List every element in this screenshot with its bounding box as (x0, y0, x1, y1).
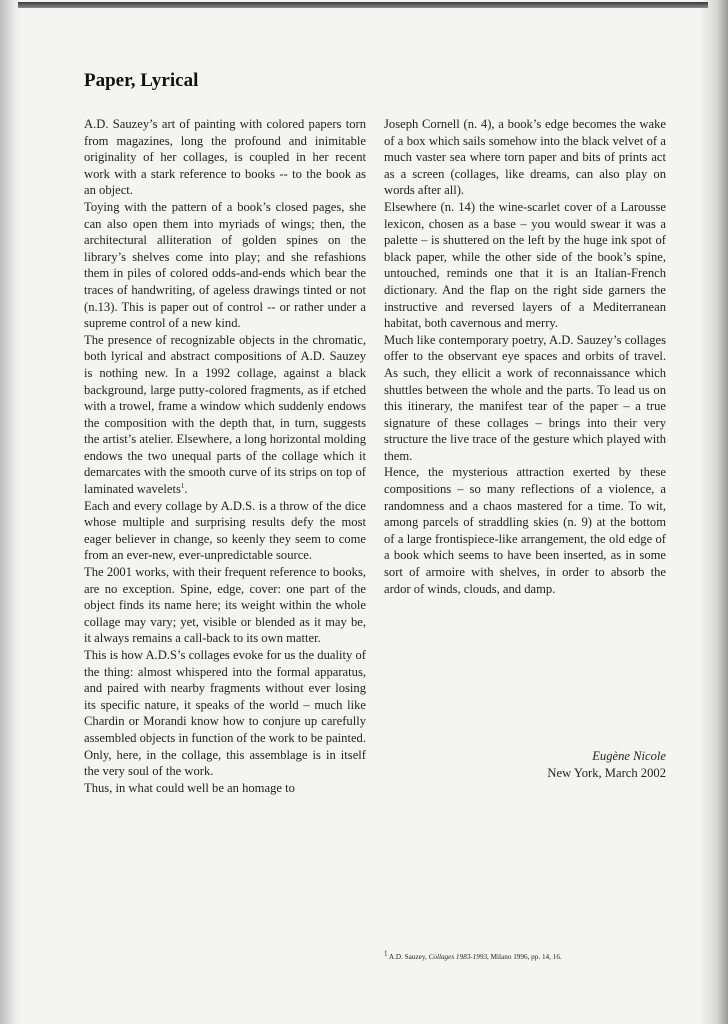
paragraph: Joseph Cornell (n. 4), a book’s edge becomes the wake of a box which sails somehow into the black velvet of a much vaster sea where torn paper and bits of prints act as a screen (collages, like dreams, can also play on words after all). (384, 117, 666, 198)
page-left-shadow (0, 0, 22, 1024)
footnote-publication: Milano 1996, pp. 14, 16. (490, 953, 562, 961)
page-title: Paper, Lyrical (84, 70, 199, 91)
right-text-column (384, 116, 666, 597)
paragraph: Toying with the pattern of a book’s closed pages, she can also open them into myriads of wings; then, the architectural alliteration of golden spines on the library’s shelves come into play; and she refashions them in piles of colored odds-and-ends which bear the traces of handwriting, of ageless drawings tinted or not (n.13). This is paper out of control -- or rather under a supreme control of a new kind. (84, 199, 366, 331)
paragraph: Hence, the mysterious attraction exerted by these compositions – so many reflections of a violence, a randomness and a chaos mastered for a time. To wit, among parcels of straddling skies (n. 9) at the bottom of a large frontispiece-like arrangement, the old edge of a book which seems to have been inserted, as in some sort of armoire with shelves, in order to absorb the ardor of winds, clouds, and damp. (384, 465, 666, 596)
paragraph: Thus, in what could well be an homage to (84, 780, 295, 795)
signature-author: Eugène Nicole (592, 749, 666, 763)
footnote-marker: 1 (180, 481, 185, 490)
signature-block (384, 748, 666, 781)
page-top-edge (18, 2, 708, 8)
paragraph: The 2001 works, with their frequent reference to books, are no exception. Spine, edge, cover: one part of the object finds its name here; its weight within the whole collage may vary; yet, visible or blended as it may be, it always remains a call-back to its own matter. (84, 565, 366, 646)
paragraph: A.D. Sauzey’s art of painting with colored papers torn from magazines, long the profound and inimitable originality of her collages, is coupled in her recent work with a stark reference to books -- to the book as an object. (84, 117, 366, 198)
paragraph: Much like contemporary poetry, A.D. Sauzey’s collages offer to the observant eye spaces and orbits of travel. As such, they ellicit a work of reconnaissance which shuttles between the whole and the parts. To lead us on this itinerary, the manifest tear of the paper – a true signature of these collages – brings into their very structure the live trace of the gesture which played with them. (384, 332, 666, 463)
paragraph: This is how A.D.S’s collages evoke for us the duality of the thing: almost whispered into the formal apparatus, and paired with nearby fragments without ever losing its specific nature, it speaks of the world – much like Chardin or Morandi know how to conjure up carefully assembled objects in function of the work to be painted. Only, here, in the collage, this assemblage is in itself the very soul of the work. (84, 648, 366, 779)
paragraph-text: The presence of recognizable objects in the chromatic, both lyrical and abstract compositions of A.D. Sauzey is nothing new. In a 1992 collage, against a black background, large putty-colored fragments, as if etched with a trowel, frame a window which suddenly endows the composition with the depth that, in turn, suggests the artist’s atelier. Elsewhere, a long horizontal molding endows the two unequal parts of the collage which it demarcates with the smooth curve of its strips on top of laminated wavelets (84, 332, 366, 497)
footnote-number: 1 (384, 949, 388, 958)
left-text-column (84, 116, 366, 796)
paragraph: Each and every collage by A.D.S. is a throw of the dice whose multiple and surprising results defy the most eager believer in change, so keenly they seem to come from an ever-new, ever-unpredictable source. (84, 498, 366, 563)
page-right-shadow (700, 0, 728, 1024)
paragraph: Elsewhere (n. 14) the wine-scarlet cover of a Larousse lexicon, chosen as a base – you would swear it was a palette – is shuttered on the left by the huge ink spot of black paper, while the other side of the book’s spine, untouched, reminds one that it is an Italian-French dictionary. And the flap on the right side garners the instructive and reversed layers of a Mediterranean habitat, both cavernous and merry. (384, 199, 666, 331)
footnote (384, 949, 684, 962)
paragraph: The presence of recognizable objects in the chromatic, both lyrical and abstract compositions of A.D. Sauzey is nothing new. In a 1992 collage, against a black background, large putty-colored fragments, as if etched with a trowel, frame a window which suddenly endows the composition with the depth that, in turn, suggests the artist’s atelier. Elsewhere, a long horizontal molding endows the two unequal parts of the collage which it demarcates with the smooth curve of its strips on top of laminated wavelets$^1$. (84, 332, 366, 497)
signature-place-date: New York, March 2002 (547, 765, 666, 780)
footnote-work: Collages 1983-1993, (428, 953, 489, 961)
footnote-author: A.D. Sauzey, (388, 953, 427, 961)
